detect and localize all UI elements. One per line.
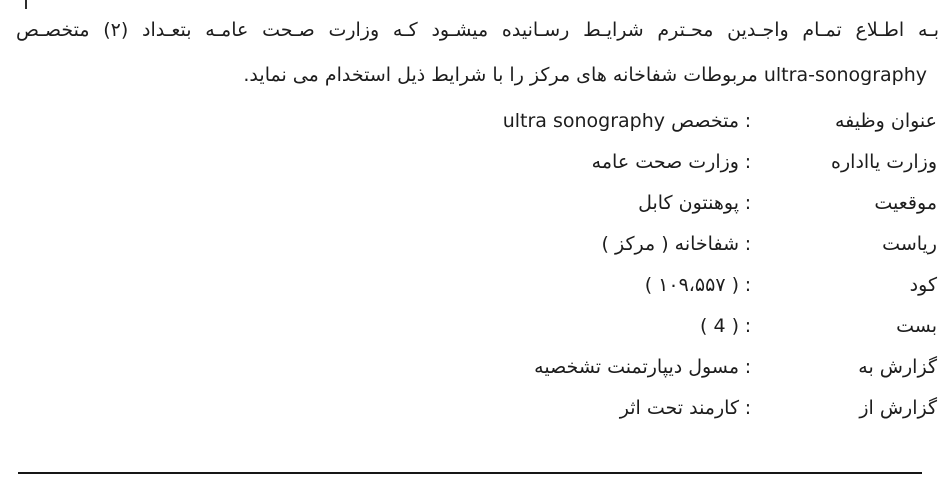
field-separator: : bbox=[744, 314, 752, 337]
bottom-divider bbox=[18, 472, 922, 474]
job-details-list bbox=[0, 100, 937, 428]
field-label: بست bbox=[896, 314, 937, 337]
field-label: وزارت یااداره bbox=[831, 150, 937, 173]
field-value: متخصص ultra sonography bbox=[502, 109, 739, 132]
intro-paragraph bbox=[16, 8, 939, 98]
field-row-grade bbox=[0, 305, 937, 346]
field-value: شفاخانه ( مرکز ) bbox=[601, 232, 739, 255]
field-value: مسول دیپارتمنت تشخصیه bbox=[534, 355, 739, 378]
field-row-reports-from bbox=[0, 387, 937, 428]
field-row-reports-to bbox=[0, 346, 937, 387]
field-label: گزارش از bbox=[859, 396, 937, 419]
field-value: کارمند تحت اثر bbox=[619, 396, 739, 419]
field-row-code bbox=[0, 264, 937, 305]
field-label: گزارش به bbox=[858, 355, 937, 378]
field-row-ministry bbox=[0, 141, 937, 182]
field-row-directorate bbox=[0, 223, 937, 264]
field-label: عنوان وظیفه bbox=[835, 109, 937, 132]
field-value: ( ۱۰۹،۵۵۷ ) bbox=[644, 273, 739, 296]
field-row-location bbox=[0, 182, 937, 223]
field-separator: : bbox=[744, 150, 752, 173]
intro-line-2: ultra-sonography مربوطات شفاخانه های مرکز را با شرایط ذیل استخدام می نماید. bbox=[243, 64, 927, 86]
field-label: موقعیت bbox=[874, 191, 937, 214]
field-value: ( 4 ) bbox=[700, 314, 739, 337]
field-value: وزارت صحت عامه bbox=[591, 150, 739, 173]
field-row-job-title bbox=[0, 100, 937, 141]
field-separator: : bbox=[744, 109, 752, 132]
field-value: پوهنتون کابل bbox=[638, 191, 739, 214]
field-separator: : bbox=[744, 355, 752, 378]
field-label: ریاست bbox=[882, 232, 937, 255]
field-separator: : bbox=[744, 191, 752, 214]
intro-line-1: بـه اطـلاع تمـام واجـدین محـترم شرایـط رسـانیده میشـود کـه وزارت صـحت عامـه بتعـداد (۲) متخصـص bbox=[16, 19, 939, 41]
field-separator: : bbox=[744, 232, 752, 255]
field-separator: : bbox=[744, 273, 752, 296]
field-label: کود bbox=[909, 273, 937, 296]
field-separator: : bbox=[744, 396, 752, 419]
